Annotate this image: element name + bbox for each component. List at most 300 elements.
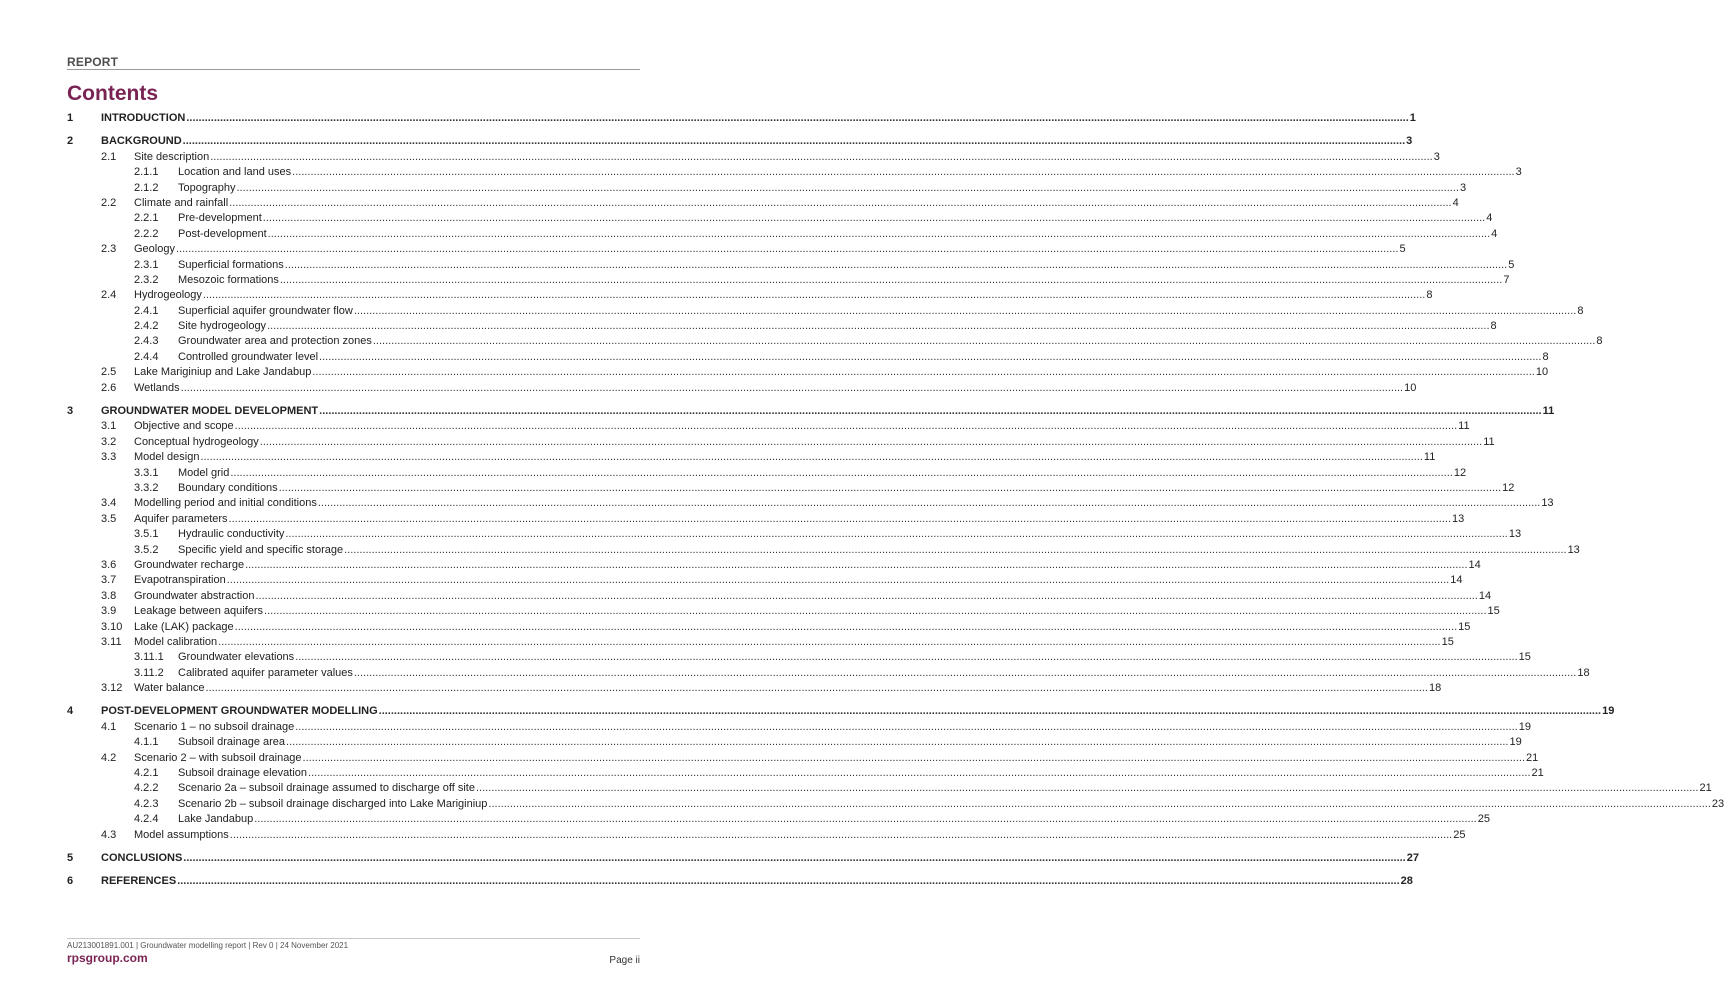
toc-entry-number: 4.3 [101, 828, 117, 841]
toc-entry-title: BACKGROUND [101, 135, 182, 148]
toc-entry-title: Post-development [178, 227, 267, 240]
toc-dot-leader: ................................................................................................................................................................................................................................................................................................................................................................................................................ [285, 528, 1508, 541]
toc-entry-level-2[interactable] [67, 420, 1470, 435]
toc-entry-level-2[interactable] [67, 451, 1436, 466]
table-of-contents [67, 112, 1724, 891]
toc-entry-title: Model design [134, 451, 200, 464]
toc-entry-level-1[interactable] [67, 405, 1555, 420]
toc-dot-leader: ................................................................................................................................................................................................................................................................................................................................................................................................................ [302, 751, 1526, 764]
toc-entry-line [178, 320, 1497, 333]
toc-entry-level-3[interactable] [67, 782, 1712, 797]
toc-entry-title: Climate and rainfall [134, 196, 229, 209]
toc-entry-title: Conceptual hydrogeology [134, 435, 259, 448]
toc-entry-title: Calibrated aquifer parameter values [178, 666, 353, 679]
toc-entry-line [134, 243, 1406, 256]
toc-entry-page: 15 [1518, 651, 1531, 664]
footer-divider [67, 938, 640, 939]
toc-entry-level-2[interactable] [67, 558, 1481, 574]
toc-dot-leader: ................................................................................................................................................................................................................................................................................................................................................................................................................ [308, 767, 1531, 780]
toc-entry-level-2[interactable] [67, 366, 1549, 381]
toc-entry-page: 19 [1602, 705, 1615, 718]
toc-dot-leader: ................................................................................................................................................................................................................................................................................................................................................................................................................ [295, 651, 1518, 664]
toc-entry-line [101, 405, 1555, 418]
toc-entry-page: 21 [1531, 767, 1544, 780]
toc-entry-number: 2.1.1 [134, 166, 159, 179]
toc-entry-line [134, 497, 1554, 510]
toc-entry-title: Site hydrogeology [178, 320, 267, 333]
toc-entry-line [134, 574, 1463, 587]
toc-entry-line [134, 558, 1481, 571]
toc-entry-line [178, 212, 1493, 225]
toc-entry-page: 15 [1458, 620, 1471, 633]
toc-entry-page: 12 [1453, 466, 1467, 479]
toc-entry-title: Superficial formations [178, 258, 284, 271]
toc-entry-title: Geology [134, 243, 175, 256]
toc-entry-number: 4.2.4 [134, 813, 159, 826]
toc-entry-line [178, 181, 1467, 194]
toc-entry-page: 8 [1426, 289, 1433, 302]
toc-entry-number: 3.7 [101, 574, 117, 587]
footer-document-reference: AU213001891.001 | Groundwater modelling report | Rev 0 | 24 November 2021 [67, 941, 349, 950]
toc-entry-number: 6 [67, 875, 74, 888]
toc-entry-level-3[interactable] [67, 543, 1580, 559]
toc-entry-page: 4 [1452, 196, 1459, 209]
toc-entry-level-2[interactable] [67, 720, 1531, 736]
toc-dot-leader: ................................................................................................................................................................................................................................................................................................................................................................................................................ [226, 574, 1450, 587]
toc-entry-number: 2.2 [101, 196, 117, 209]
toc-entry-line [178, 797, 1724, 810]
toc-entry-page: 11 [1423, 451, 1436, 464]
toc-dot-leader: ................................................................................................................................................................................................................................................................................................................................................................................................................ [264, 605, 1487, 618]
toc-entry-title: Lake Mariginiup and Lake Jandabup [134, 366, 312, 379]
toc-entry-title: Groundwater recharge [134, 558, 245, 571]
toc-entry-page: 25 [1453, 828, 1466, 841]
toc-entry-level-1[interactable] [67, 112, 1416, 127]
toc-entry-number: 2.4.1 [134, 304, 159, 317]
toc-entry-number: 3.6 [101, 558, 117, 571]
toc-entry-line [134, 605, 1500, 618]
toc-dot-leader: ................................................................................................................................................................................................................................................................................................................................................................................................................ [378, 705, 1602, 718]
toc-entry-number: 3.5.1 [134, 528, 159, 541]
toc-entry-line [134, 150, 1440, 163]
toc-entry-title: Objective and scope [134, 420, 234, 433]
toc-entry-level-3[interactable] [67, 212, 1493, 227]
toc-entry-level-3[interactable] [67, 258, 1515, 274]
toc-entry-level-3[interactable] [67, 813, 1490, 828]
toc-entry-level-2[interactable] [67, 243, 1406, 258]
toc-entry-page: 15 [1441, 635, 1454, 648]
toc-dot-leader: ................................................................................................................................................................................................................................................................................................................................................................................................................ [229, 196, 1452, 209]
toc-dot-leader: ................................................................................................................................................................................................................................................................................................................................................................................................................ [267, 320, 1490, 333]
toc-entry-number: 3.3 [101, 451, 117, 464]
toc-section-gap [67, 397, 640, 405]
toc-dot-leader: ................................................................................................................................................................................................................................................................................................................................................................................................................ [488, 797, 1711, 810]
toc-entry-level-1[interactable] [67, 135, 1413, 150]
toc-entry-title: Specific yield and specific storage [178, 543, 344, 556]
toc-entry-title: Topography [178, 181, 236, 194]
toc-dot-leader: ................................................................................................................................................................................................................................................................................................................................................................................................................ [228, 512, 1452, 525]
toc-entry-number: 2.1 [101, 150, 117, 163]
toc-entry-page: 8 [1542, 350, 1549, 363]
toc-entry-page: 11 [1542, 405, 1555, 418]
toc-entry-level-3[interactable] [67, 273, 1510, 289]
toc-entry-line [134, 381, 1417, 394]
toc-entry-title: POST-DEVELOPMENT GROUNDWATER MODELLING [101, 705, 378, 718]
toc-entry-number: 4.2 [101, 751, 117, 764]
toc-entry-page: 13 [1452, 512, 1465, 525]
toc-entry-line [178, 258, 1515, 271]
toc-entry-line [178, 767, 1544, 780]
toc-entry-page: 5 [1399, 243, 1406, 256]
toc-entry-line [134, 289, 1433, 302]
toc-entry-line [178, 813, 1490, 826]
toc-entry-title: CONCLUSIONS [101, 851, 183, 864]
toc-entry-level-3[interactable] [67, 528, 1522, 543]
toc-entry-page: 7 [1503, 273, 1510, 286]
toc-entry-title: Boundary conditions [178, 481, 278, 494]
toc-entry-line [178, 736, 1522, 749]
toc-dot-leader: ................................................................................................................................................................................................................................................................................................................................................................................................................ [353, 666, 1577, 679]
toc-dot-leader: ................................................................................................................................................................................................................................................................................................................................................................................................................ [234, 420, 1458, 433]
toc-entry-number: 3.5 [101, 512, 117, 525]
toc-entry-page: 10 [1535, 366, 1549, 379]
toc-entry-number: 3.1 [101, 420, 117, 433]
toc-entry-title: Site description [134, 150, 210, 163]
toc-entry-line [101, 112, 1416, 124]
toc-entry-page: 8 [1490, 320, 1497, 333]
toc-entry-page: 18 [1577, 666, 1590, 679]
toc-entry-number: 4.1 [101, 720, 117, 733]
toc-entry-line [178, 528, 1522, 541]
toc-entry-title: Model calibration [134, 635, 218, 648]
toc-entry-page: 4 [1491, 227, 1498, 240]
toc-dot-leader: ................................................................................................................................................................................................................................................................................................................................................................................................................ [236, 181, 1459, 194]
toc-entry-line [178, 666, 1590, 679]
toc-entry-line [178, 466, 1467, 479]
toc-entry-number: 3.8 [101, 589, 117, 602]
toc-entry-line [134, 635, 1454, 648]
toc-dot-leader: ................................................................................................................................................................................................................................................................................................................................................................................................................ [200, 451, 1423, 464]
toc-entry-title: Lake Jandabup [178, 813, 254, 826]
toc-entry-page: 11 [1483, 435, 1495, 448]
toc-dot-leader: ................................................................................................................................................................................................................................................................................................................................................................................................................ [183, 851, 1406, 864]
toc-entry-level-3[interactable] [67, 736, 1522, 751]
toc-entry-title: Location and land uses [178, 166, 292, 179]
toc-entry-line [101, 851, 1419, 864]
toc-entry-level-3[interactable] [67, 181, 1467, 197]
toc-entry-page: 13 [1567, 543, 1580, 556]
toc-dot-leader: ................................................................................................................................................................................................................................................................................................................................................................................................................ [234, 620, 1458, 633]
toc-entry-level-3[interactable] [67, 304, 1584, 320]
toc-entry-title: REFERENCES [101, 875, 177, 888]
toc-entry-title: Scenario 2a – subsoil drainage assumed to discharge off site [178, 782, 475, 795]
toc-entry-level-2[interactable] [67, 589, 1492, 605]
toc-entry-page: 11 [1458, 420, 1470, 433]
toc-entry-line [178, 273, 1510, 286]
toc-entry-page: 8 [1596, 335, 1603, 348]
toc-entry-number: 4.2.1 [134, 767, 159, 780]
toc-entry-number: 2.3.2 [134, 273, 159, 286]
toc-entry-level-2[interactable] [67, 289, 1433, 304]
toc-entry-page: 14 [1468, 558, 1481, 571]
toc-entry-number: 3.3.1 [134, 466, 159, 479]
toc-entry-page: 1 [1409, 112, 1416, 124]
toc-dot-leader: ................................................................................................................................................................................................................................................................................................................................................................................................................ [292, 166, 1515, 179]
toc-entry-line [134, 589, 1492, 602]
toc-dot-leader: ................................................................................................................................................................................................................................................................................................................................................................................................................ [180, 381, 1404, 394]
toc-entry-line [134, 451, 1436, 464]
toc-entry-page: 13 [1541, 497, 1554, 510]
toc-entry-title: Model grid [178, 466, 230, 479]
toc-dot-leader: ................................................................................................................................................................................................................................................................................................................................................................................................................ [175, 243, 1399, 256]
toc-dot-leader: ................................................................................................................................................................................................................................................................................................................................................................................................................ [319, 350, 1542, 363]
toc-entry-title: Groundwater elevations [178, 651, 295, 664]
toc-entry-line [178, 481, 1515, 494]
toc-entry-line [178, 227, 1498, 240]
toc-entry-line [178, 350, 1549, 363]
toc-entry-title: Aquifer parameters [134, 512, 228, 525]
toc-entry-number: 3.10 [101, 620, 123, 633]
toc-entry-title: Hydrogeology [134, 289, 202, 302]
toc-entry-line [178, 335, 1603, 348]
toc-entry-level-2[interactable] [67, 196, 1459, 212]
footer-brand-logo: rpsgroup.com [67, 951, 148, 965]
toc-entry-level-2[interactable] [67, 435, 1495, 451]
toc-dot-leader: ................................................................................................................................................................................................................................................................................................................................................................................................................ [312, 366, 1535, 379]
toc-entry-number: 4.2.2 [134, 782, 159, 795]
toc-dot-leader: ................................................................................................................................................................................................................................................................................................................................................................................................................ [278, 481, 1502, 494]
toc-entry-line [134, 620, 1471, 633]
toc-entry-page: 23 [1711, 797, 1724, 810]
toc-dot-leader: ................................................................................................................................................................................................................................................................................................................................................................................................................ [344, 543, 1567, 556]
toc-dot-leader: ................................................................................................................................................................................................................................................................................................................................................................................................................ [255, 589, 1478, 602]
toc-dot-leader: ................................................................................................................................................................................................................................................................................................................................................................................................................ [284, 258, 1508, 271]
toc-entry-title: Wetlands [134, 381, 180, 394]
toc-dot-leader: ................................................................................................................................................................................................................................................................................................................................................................................................................ [353, 304, 1577, 317]
toc-entry-page: 25 [1477, 813, 1490, 826]
toc-entry-number: 3.9 [101, 605, 117, 618]
toc-entry-title: Leakage between aquifers [134, 605, 264, 618]
toc-entry-number: 2.4.3 [134, 335, 159, 348]
toc-entry-page: 3 [1459, 181, 1467, 194]
toc-entry-number: 2.6 [101, 381, 117, 394]
toc-entry-title: Scenario 2b – subsoil drainage discharged into Lake Mariginiup [178, 797, 488, 810]
toc-entry-line [178, 651, 1531, 664]
toc-entry-level-2[interactable] [67, 635, 1454, 651]
toc-entry-level-3[interactable] [67, 797, 1724, 813]
toc-entry-page: 13 [1508, 528, 1522, 541]
toc-entry-number: 2.4.4 [134, 350, 159, 363]
toc-entry-page: 3 [1515, 166, 1522, 179]
toc-entry-level-3[interactable] [67, 166, 1522, 181]
toc-entry-page: 5 [1508, 258, 1515, 271]
toc-entry-number: 1 [67, 112, 74, 124]
toc-entry-level-2[interactable] [67, 682, 1442, 697]
toc-entry-page: 10 [1404, 381, 1417, 394]
toc-entry-number: 3.4 [101, 497, 117, 510]
toc-entry-title: INTRODUCTION [101, 112, 186, 124]
toc-entry-title: Model assumptions [134, 828, 229, 841]
toc-entry-level-2[interactable] [67, 497, 1554, 512]
toc-entry-title: Subsoil drainage area [178, 736, 286, 749]
toc-entry-title: Controlled groundwater level [178, 350, 319, 363]
toc-entry-title: Subsoil drainage elevation [178, 767, 308, 780]
toc-section-gap [67, 844, 640, 852]
toc-entry-number: 3.2 [101, 435, 117, 448]
toc-dot-leader: ................................................................................................................................................................................................................................................................................................................................................................................................................ [205, 682, 1428, 695]
toc-entry-title: Pre-development [178, 212, 262, 225]
toc-entry-number: 3.11 [101, 635, 122, 648]
toc-entry-page: 28 [1400, 875, 1413, 888]
toc-dot-leader: ................................................................................................................................................................................................................................................................................................................................................................................................................ [182, 135, 1406, 148]
toc-entry-line [178, 782, 1712, 795]
toc-entry-level-1[interactable] [67, 851, 1419, 867]
toc-entry-level-2[interactable] [67, 512, 1465, 528]
toc-entry-line [134, 420, 1470, 433]
toc-entry-page: 21 [1526, 751, 1539, 764]
toc-entry-line [101, 135, 1413, 148]
toc-dot-leader: ................................................................................................................................................................................................................................................................................................................................................................................................................ [319, 405, 1542, 418]
toc-entry-line [101, 875, 1413, 888]
toc-entry-line [134, 751, 1539, 764]
toc-entry-number: 2.4 [101, 289, 117, 302]
toc-entry-title: Modelling period and initial conditions [134, 497, 317, 510]
toc-dot-leader: ................................................................................................................................................................................................................................................................................................................................................................................................................ [202, 289, 1426, 302]
toc-entry-number: 4 [67, 705, 74, 718]
toc-entry-page: 3 [1433, 150, 1440, 163]
toc-entry-line [134, 828, 1466, 841]
toc-entry-level-3[interactable] [67, 666, 1590, 682]
toc-entry-title: Lake (LAK) package [134, 620, 234, 633]
toc-entry-page: 15 [1487, 605, 1500, 618]
toc-entry-title: Groundwater area and protection zones [178, 335, 372, 348]
toc-entry-level-1[interactable] [67, 875, 1413, 890]
toc-entry-number: 2.4.2 [134, 320, 159, 333]
toc-entry-level-3[interactable] [67, 767, 1544, 782]
report-header-label: REPORT [67, 55, 119, 69]
toc-dot-leader: ................................................................................................................................................................................................................................................................................................................................................................................................................ [295, 720, 1518, 733]
toc-entry-level-2[interactable] [67, 150, 1440, 166]
toc-dot-leader: ................................................................................................................................................................................................................................................................................................................................................................................................................ [229, 828, 1453, 841]
header-divider [67, 69, 640, 70]
toc-entry-level-3[interactable] [67, 227, 1498, 243]
toc-entry-line [178, 166, 1522, 179]
toc-entry-level-2[interactable] [67, 828, 1466, 844]
toc-entry-level-2[interactable] [67, 605, 1500, 620]
toc-entry-level-3[interactable] [67, 350, 1549, 366]
toc-entry-page: 19 [1518, 720, 1531, 733]
toc-section-gap [67, 867, 640, 875]
toc-entry-line [178, 304, 1584, 317]
toc-entry-page: 27 [1406, 851, 1419, 864]
toc-entry-page: 8 [1577, 304, 1584, 317]
toc-entry-level-2[interactable] [67, 381, 1417, 397]
toc-entry-number: 3.3.2 [134, 481, 159, 494]
toc-entry-line [178, 543, 1580, 556]
toc-entry-number: 2.2.1 [134, 212, 159, 225]
toc-entry-page: 3 [1406, 135, 1413, 148]
toc-entry-level-2[interactable] [67, 751, 1539, 767]
toc-entry-level-3[interactable] [67, 481, 1515, 497]
toc-dot-leader: ................................................................................................................................................................................................................................................................................................................................................................................................................ [279, 273, 1503, 286]
toc-entry-page: 14 [1450, 574, 1463, 587]
toc-entry-page: 21 [1699, 782, 1712, 795]
toc-entry-level-3[interactable] [67, 320, 1497, 335]
toc-entry-title: Scenario 1 – no subsoil drainage [134, 720, 295, 733]
footer-page-number: Page ii [609, 955, 640, 966]
toc-entry-number: 3.12 [101, 682, 123, 695]
toc-entry-line [134, 435, 1495, 448]
toc-entry-line [134, 366, 1549, 379]
toc-entry-level-1[interactable] [67, 705, 1615, 720]
toc-entry-title: Evapotranspiration [134, 574, 226, 587]
toc-entry-number: 2.3 [101, 243, 117, 256]
toc-dot-leader: ................................................................................................................................................................................................................................................................................................................................................................................................................ [210, 150, 1433, 163]
toc-entry-number: 3.5.2 [134, 543, 159, 556]
toc-entry-title: Superficial aquifer groundwater flow [178, 304, 353, 317]
toc-entry-number: 2.3.1 [134, 258, 159, 271]
toc-dot-leader: ................................................................................................................................................................................................................................................................................................................................................................................................................ [254, 813, 1477, 826]
toc-dot-leader: ................................................................................................................................................................................................................................................................................................................................................................................................................ [372, 335, 1596, 348]
toc-dot-leader: ................................................................................................................................................................................................................................................................................................................................................................................................................ [286, 736, 1509, 749]
page-title: Contents [67, 82, 158, 105]
toc-entry-number: 2 [67, 135, 74, 148]
toc-dot-leader: ................................................................................................................................................................................................................................................................................................................................................................................................................ [245, 558, 1468, 571]
toc-entry-title: Scenario 2 – with subsoil drainage [134, 751, 302, 764]
toc-dot-leader: ................................................................................................................................................................................................................................................................................................................................................................................................................ [317, 497, 1541, 510]
toc-section-gap [67, 697, 640, 705]
toc-dot-leader: ................................................................................................................................................................................................................................................................................................................................................................................................................ [475, 782, 1699, 795]
toc-entry-page: 12 [1502, 481, 1515, 494]
toc-entry-page: 19 [1509, 736, 1522, 749]
toc-entry-number: 2.5 [101, 366, 117, 379]
toc-dot-leader: ................................................................................................................................................................................................................................................................................................................................................................................................................ [218, 635, 1441, 648]
toc-entry-title: Groundwater abstraction [134, 589, 255, 602]
toc-entry-number: 3.11.1 [134, 651, 164, 664]
toc-entry-page: 4 [1486, 212, 1493, 225]
toc-dot-leader: ................................................................................................................................................................................................................................................................................................................................................................................................................ [230, 466, 1453, 479]
toc-entry-line [134, 682, 1442, 695]
toc-entry-level-2[interactable] [67, 620, 1471, 636]
toc-entry-number: 5 [67, 851, 74, 864]
toc-entry-line [134, 720, 1531, 733]
toc-entry-title: Water balance [134, 682, 205, 695]
toc-dot-leader: ................................................................................................................................................................................................................................................................................................................................................................................................................ [267, 227, 1491, 240]
toc-entry-number: 4.1.1 [134, 736, 159, 749]
toc-entry-line [134, 196, 1459, 209]
toc-entry-level-3[interactable] [67, 335, 1603, 350]
toc-entry-level-2[interactable] [67, 574, 1463, 589]
toc-entry-number: 4.2.3 [134, 797, 159, 810]
toc-entry-level-3[interactable] [67, 466, 1467, 482]
toc-entry-number: 2.2.2 [134, 227, 159, 240]
toc-entry-number: 3 [67, 405, 74, 418]
toc-entry-page: 18 [1429, 682, 1442, 695]
toc-entry-number: 3.11.2 [134, 666, 164, 679]
toc-entry-level-3[interactable] [67, 651, 1531, 666]
toc-entry-line [134, 512, 1465, 525]
toc-entry-title: Mesozoic formations [178, 273, 279, 286]
toc-entry-line [101, 705, 1615, 718]
toc-dot-leader: ................................................................................................................................................................................................................................................................................................................................................................................................................ [186, 112, 1409, 124]
toc-entry-number: 2.1.2 [134, 181, 159, 194]
toc-dot-leader: ................................................................................................................................................................................................................................................................................................................................................................................................................ [262, 212, 1486, 225]
toc-entry-title: GROUNDWATER MODEL DEVELOPMENT [101, 405, 319, 418]
toc-entry-page: 14 [1478, 589, 1492, 602]
toc-entry-title: Hydraulic conductivity [178, 528, 285, 541]
toc-dot-leader: ................................................................................................................................................................................................................................................................................................................................................................................................................ [259, 435, 1483, 448]
toc-section-gap [67, 127, 640, 135]
